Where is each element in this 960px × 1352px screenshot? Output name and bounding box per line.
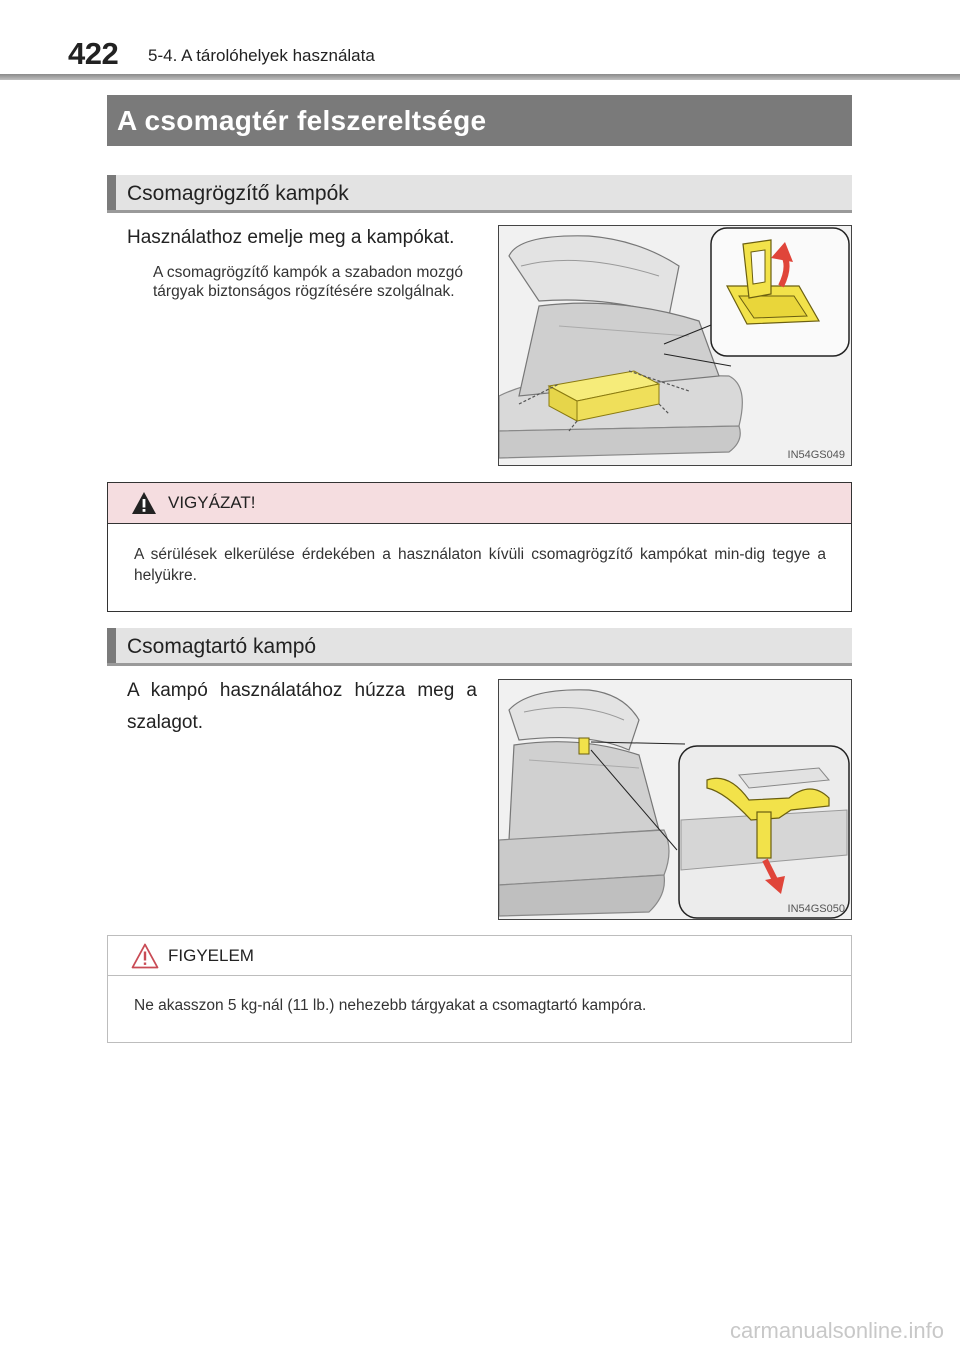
page-title: A csomagtér felszereltsége	[107, 95, 852, 146]
section-heading-bar	[107, 628, 116, 663]
notice-triangle-icon	[131, 943, 159, 969]
illustration-bag-hook	[498, 679, 852, 920]
notice-label: FIGYELEM	[168, 946, 254, 965]
section-heading-bar	[107, 175, 116, 210]
caution-box	[107, 482, 852, 612]
section-heading-bag-hook	[107, 628, 852, 666]
running-head: 5-4. A tárolóhelyek használata	[148, 46, 375, 65]
notice-text: Ne akasszon 5 kg-nál (11 lb.) nehezebb tárgyakat a csomagtartó kampóra.	[134, 997, 647, 1014]
caution-header	[108, 483, 851, 524]
notice-box	[107, 935, 852, 1043]
section-heading-label: Csomagrögzítő kampók	[127, 182, 349, 205]
header-rule	[0, 74, 960, 80]
warning-triangle-icon	[131, 491, 157, 515]
section-heading-label: Csomagtartó kampó	[127, 635, 317, 658]
caution-text: A sérülések elkerülése érdekében a használaton kívüli csomagrögzítő kampókat min-dig tegye a helyükre.	[134, 546, 826, 584]
figure-code: IN54GS050	[787, 903, 845, 915]
notice-header	[108, 936, 851, 976]
trunk-bag-hook-drawing	[499, 680, 851, 919]
trunk-hooks-drawing	[499, 226, 851, 465]
instruction-text: Használathoz emelje meg a kampókat.	[127, 227, 455, 248]
instruction-text: A kampó használatához húzza meg a szalagot.	[127, 680, 477, 733]
note-text: A csomagrögzítő kampók a szabadon mozgó tárgyak biztonságos rögzítésére szolgálnak.	[153, 264, 463, 300]
watermark: carmanualsonline.info	[729, 1318, 944, 1343]
illustration-luggage-hooks	[498, 225, 852, 466]
figure-code: IN54GS049	[787, 449, 845, 461]
section-heading-luggage-hooks	[107, 175, 852, 213]
page-number: 422	[68, 36, 119, 71]
caution-label: VIGYÁZAT!	[168, 493, 256, 512]
